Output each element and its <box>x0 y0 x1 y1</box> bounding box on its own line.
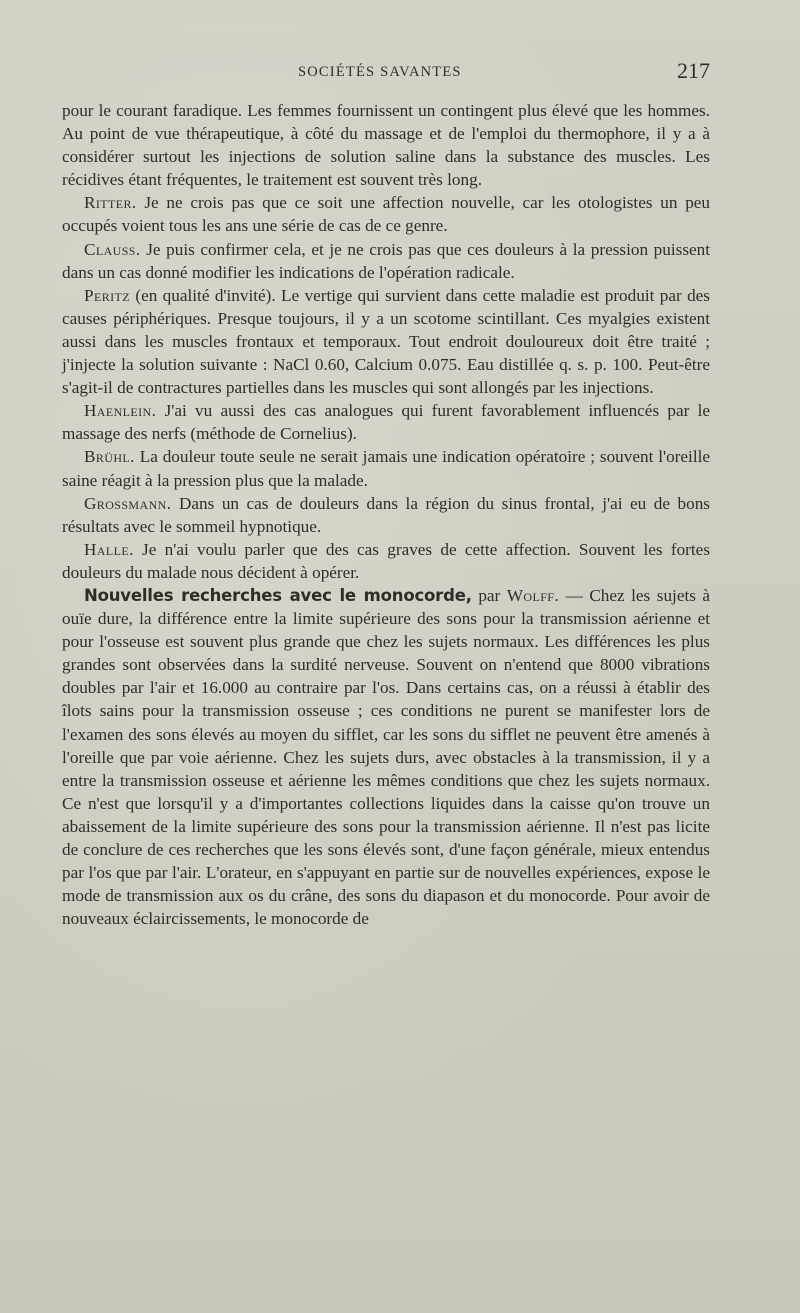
paragraph-text: La douleur toute seule ne serait jamais une indication opératoire ; souvent l'oreille saine réagit à la pression plus que la malade. <box>62 447 710 490</box>
paragraph-text: J'ai vu aussi des cas analogues qui furent favorablement influencés par le massage des nerfs (méthode de Cornelius). <box>62 401 710 444</box>
discussion-paragraph-clauss <box>62 238 710 284</box>
body-text <box>62 99 710 930</box>
discussion-paragraph-halle <box>62 538 710 584</box>
speaker-name: Grossmann. <box>84 493 172 513</box>
discussion-paragraph-ritter <box>62 191 710 237</box>
speaker-name: Brühl. <box>84 447 135 467</box>
speaker-name: Clauss. <box>84 239 141 259</box>
speaker-name: Peritz <box>84 285 130 305</box>
paragraph-continuation <box>62 99 710 191</box>
paragraph-text: Je ne crois pas que ce soit une affection nouvelle, car les otologistes un peu occupés voient tous les ans une série de cas de ce genre. <box>62 193 711 236</box>
discussion-paragraph-haenlein <box>62 399 710 445</box>
section-text: — Chez les sujets à ouïe dure, la différence entre la limite supérieure des sons pour la transmission aérienne et pour l'osseuse est souvent plus grande que chez les sujets normaux. Les différences les plus grandes sont observées dans la surdité nerveuse. Souvent on n'entend que 8000 vibrations doubles par l'air et 16.000 au contraire par l'os. Dans certains cas, on a réussi à établir des îlots sains pour la transmission osseuse ; ces conditions ne purent se manifester lors de l'examen des sons élevés au moyen du sifflet, car les sons du sifflet ne peuvent être amenés à l'oreille que par voie aérienne. Chez les sujets durs, avec obstacles à la transmission, il y a entre la transmission osseuse et aérienne les mêmes conditions que chez les sujets normaux. Ce n'est que lorsqu'il y a d'importantes collections liquides dans la caisse qu'on trouve un abaissement de la limite supérieure des sons pour la transmission aérienne. Il n'est pas licite de conclure de ces recherches que les sons élevés sont, d'une façon générale, mieux entendus par l'os que par l'air. L'orateur, en s'appuyant en partie sur de nouvelles expériences, expose le mode de transmission aux os du crâne, des sons du diapason et du monocorde. Pour avoir de nouveaux éclaircissements, le monocorde de <box>62 585 711 929</box>
section-by: par <box>478 585 501 605</box>
discussion-paragraph-grossmann <box>62 492 710 538</box>
running-head: SOCIÉTÉS SAVANTES <box>298 64 462 80</box>
section-author: Wolff. <box>506 585 560 605</box>
page-header <box>62 58 710 86</box>
paragraph-text: Je n'ai voulu parler que des cas graves de cette affection. Souvent les fortes douleurs du malade nous décident à opérer. <box>62 539 711 582</box>
speaker-name: Ritter. <box>84 193 137 213</box>
paragraph-text: pour le courant faradique. Les femmes fournissent un contingent plus élevé que les hommes. Au point de vue thérapeutique, à côté du massage et de l'emploi du thermophore, il y a à considérer surtout les injections de solution saline dans la substance des muscles. Les récidives étant fréquentes, le traitement est souvent très long. <box>62 101 710 190</box>
section-title: Nouvelles recherches avec le monocorde, <box>84 585 472 605</box>
speaker-name: Haenlein. <box>84 401 157 421</box>
paragraph-text: (en qualité d'invité). Le vertige qui survient dans cette maladie est produit par des causes périphériques. Presque toujours, il y a un scotome scintillant. Ces myalgies existent aussi dans les muscles frontaux et temporaux. Tout endroit douloureux doit être traité ; j'injecte la solution suivante : NaCl 0.60, Calcium 0.075. Eau distillée q. s. p. 100. Peut-être s'agit-il de contractures partielles dans les muscles qui sont allongés par les injections. <box>62 285 710 398</box>
speaker-name: Halle. <box>84 539 134 559</box>
discussion-paragraph-peritz <box>62 284 710 399</box>
paragraph-text: Je puis confirmer cela, et je ne crois pas que ces douleurs à la pression puissent dans un cas donné modifier les indications de l'opération radicale. <box>62 239 711 282</box>
discussion-paragraph-bruhl <box>62 445 710 491</box>
page-number: 217 <box>677 58 710 83</box>
section-paragraph <box>62 584 710 930</box>
paragraph-text: Dans un cas de douleurs dans la région du sinus frontal, j'ai eu de bons résultats avec le sommeil hypnotique. <box>62 493 710 536</box>
